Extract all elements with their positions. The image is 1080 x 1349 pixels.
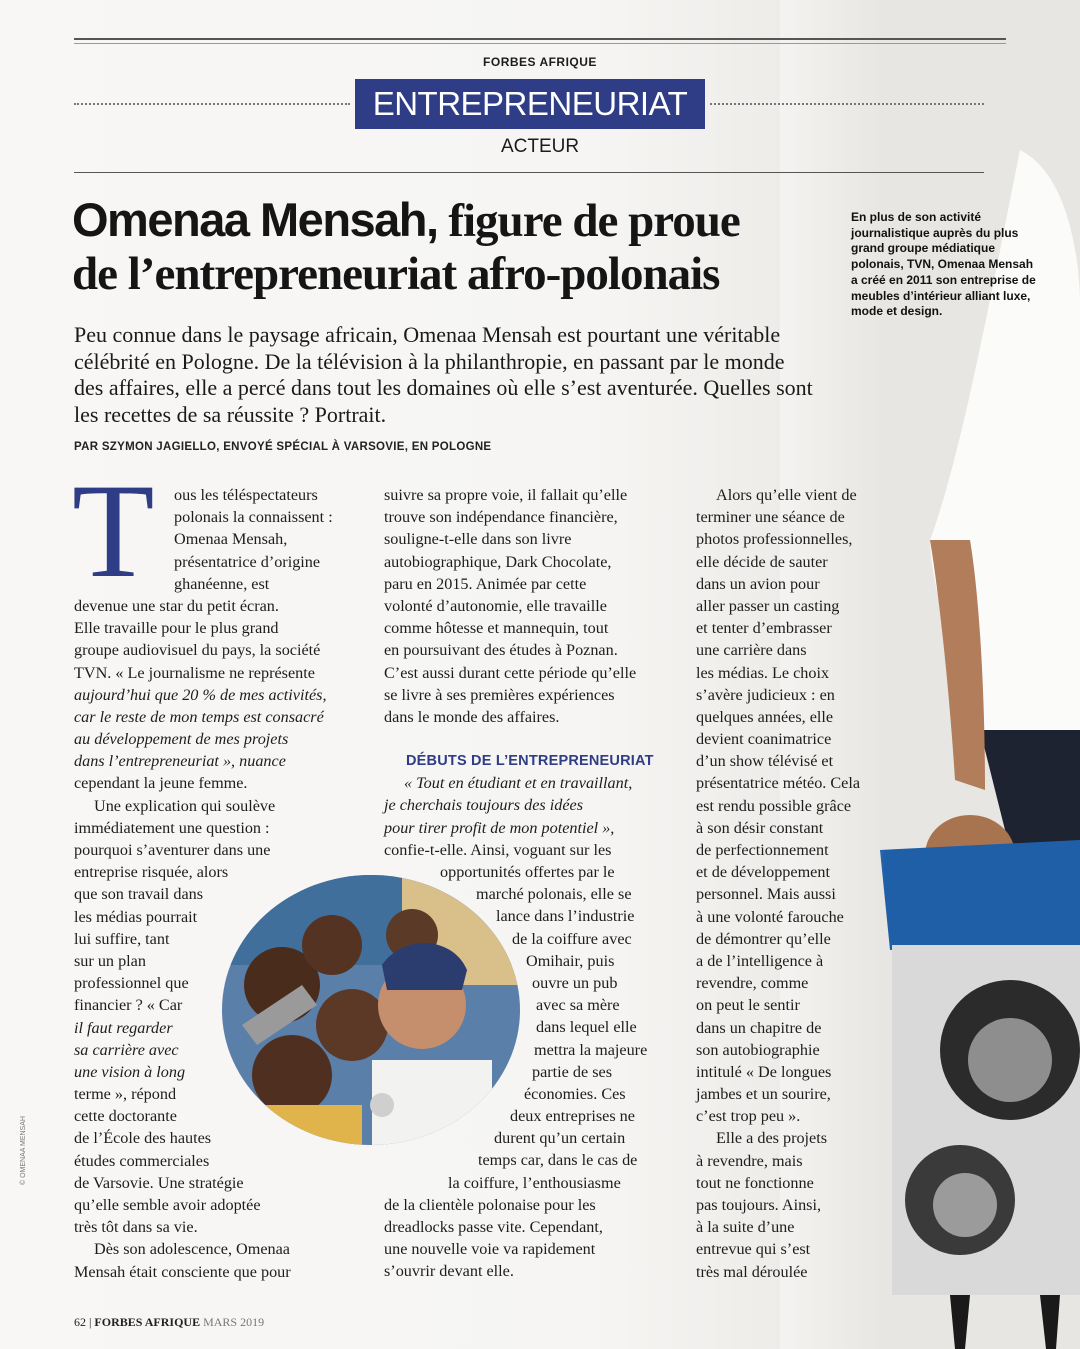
text-line: entrevue qui s’est	[696, 1240, 811, 1259]
text-line: dans un avion pour	[696, 574, 820, 593]
text-line: dreadlocks passe vite. Cependant,	[384, 1218, 603, 1236]
text-line: d’un show télévisé et	[696, 752, 834, 771]
text-line: terminer une séance de	[696, 508, 845, 527]
text-line: groupe audiovisuel du pays, la société	[74, 641, 321, 660]
text-line: Dès son adolescence, Omenaa	[94, 1240, 290, 1259]
text-line: mettra la majeure	[534, 1040, 648, 1059]
text-line: sa carrière avec	[74, 1040, 179, 1059]
text-line: Elle a des projets	[716, 1129, 828, 1148]
text-line: pour tirer profit de mon potentiel »,	[384, 818, 615, 837]
text-line: la coiffure, l’enthousiasme	[448, 1173, 621, 1192]
text-line: est rendu possible grâce	[696, 796, 852, 815]
text-line: présentatrice d’origine	[174, 552, 321, 571]
sidebar-note: En plus de son activité journalistique auprès du plus grand groupe médiatique polonais, TVN, Omenaa Mensah a créé en 2011 son entreprise de meubles d’intérieur alliant luxe, mode et design.	[851, 210, 1036, 319]
text-line: avec sa mère	[536, 996, 620, 1015]
text-line: dans le monde des affaires.	[384, 707, 560, 726]
byline: PAR SZYMON JAGIELLO, ENVOYÉ SPÉCIAL À VARSOVIE, EN POLOGNE	[74, 441, 492, 453]
folio-publication: FORBES AFRIQUE	[94, 1315, 201, 1329]
text-line: de démontrer qu’elle	[696, 929, 831, 948]
text-line: à une volonté farouche	[696, 907, 844, 926]
text-line: car le reste de mon temps est consacré	[74, 707, 324, 726]
text-line: une vision à long	[74, 1062, 186, 1081]
dotted-rule-right	[710, 103, 984, 105]
selfie-photo	[222, 875, 520, 1145]
text-line: dans l’entrepreneuriat », nuance	[74, 752, 286, 771]
deck: Peu connue dans le paysage africain, Omenaa Mensah est pourtant une véritable célébrité en Pologne. De la télévision à la philanthropie, en passant par le monde des affaires, elle a percé dans tout les domaines où elle s’est aventurée. Quelles sont les recettes de sa réussite ? Portrait.	[74, 322, 813, 427]
article-column-3	[696, 484, 896, 1283]
text-line: qu’elle semble avoir adoptée	[74, 1196, 261, 1214]
text-line: de Varsovie. Une stratégie	[74, 1173, 244, 1192]
subhead: DÉBUTS DE L’ENTREPRENEURIAT	[406, 753, 654, 770]
text-line: revendre, comme	[696, 974, 809, 993]
text-line: elle décide de sauter	[696, 552, 828, 571]
text-line: une nouvelle voie va rapidement	[384, 1240, 596, 1259]
text-line: devenue une star du petit écran.	[74, 596, 279, 615]
text-line: terme », répond	[74, 1085, 177, 1104]
text-line: c’est trop peu ».	[696, 1107, 801, 1126]
text-line: pas toujours. Ainsi,	[696, 1196, 822, 1214]
text-line: tout ne fonctionne	[696, 1173, 814, 1192]
text-line: les médias pourrait	[74, 907, 198, 926]
text-line: deux entreprises ne	[510, 1107, 635, 1126]
text-line: très mal déroulée	[696, 1262, 808, 1281]
text-line: marché polonais, elle se	[476, 885, 632, 904]
dropcap: T	[72, 457, 155, 606]
subsection-label: ACTEUR	[500, 136, 580, 157]
text-line: Omihair, puis	[526, 951, 615, 970]
text-line: volonté d’autonomie, elle travaille	[384, 596, 607, 615]
headline-rule	[74, 172, 984, 173]
text-line: temps car, dans le cas de	[478, 1151, 638, 1170]
text-line: présentatrice météo. Cela	[696, 774, 861, 793]
headline-rest: figure de proue	[437, 195, 740, 247]
text-line: comme hôtesse et mannequin, tout	[384, 619, 609, 638]
folio: 62 | FORBES AFRIQUE MARS 2019	[74, 1315, 265, 1329]
top-rule	[74, 38, 1006, 44]
text-line: polonais la connaissent :	[174, 508, 333, 527]
photo-credit: © OMENAA MENSAH	[20, 1116, 27, 1185]
text-line: je cherchais toujours des idées	[384, 796, 584, 815]
text-line: de la coiffure avec	[512, 929, 632, 948]
text-line: très tôt dans sa vie.	[74, 1218, 198, 1237]
text-line: études commerciales	[74, 1151, 210, 1170]
text-line: son autobiographie	[696, 1040, 820, 1059]
text-line: immédiatement une question :	[74, 818, 270, 837]
text-line: sur un plan	[74, 951, 146, 970]
text-line: Mensah était consciente que pour	[74, 1262, 291, 1281]
text-line: quelques années, elle	[696, 707, 834, 726]
text-line: et de développement	[696, 863, 830, 882]
text-line: s’ouvrir devant elle.	[384, 1262, 514, 1281]
headline-name: Omenaa Mensah,	[72, 193, 438, 246]
text-line: à revendre, mais	[696, 1151, 803, 1170]
text-line: C’est aussi durant cette période qu’elle	[384, 663, 637, 682]
text-line: devient coanimatrice	[696, 730, 832, 749]
text-line: Une explication qui soulève	[94, 796, 276, 815]
text-line: trouve son indépendance financière,	[384, 508, 618, 527]
text-line: entreprise risquée, alors	[74, 863, 229, 882]
page-number: 62	[74, 1315, 86, 1329]
text-line: durent qu’un certain	[494, 1129, 626, 1148]
headline-line2: de l’entrepreneuriat afro-polonais	[72, 248, 720, 300]
text-line: personnel. Mais aussi	[696, 885, 836, 904]
text-line: il faut regarder	[74, 1018, 173, 1037]
text-line: financier ? « Car	[74, 996, 183, 1015]
text-line: pourquoi s’aventurer dans une	[74, 841, 271, 859]
text-line: ghanéenne, est	[174, 574, 270, 593]
text-line: Omenaa Mensah,	[174, 530, 288, 549]
folio-issue: MARS 2019	[203, 1315, 265, 1329]
text-line: ous les téléspectateurs	[174, 486, 318, 504]
text-line: et tenter d’embrasser	[696, 619, 832, 638]
text-line: à son désir constant	[696, 818, 824, 837]
text-line: dans lequel elle	[536, 1018, 637, 1037]
text-line: ouvre un pub	[532, 973, 618, 992]
text-line: aujourd’hui que 20 % de mes activités,	[74, 685, 327, 704]
text-line: s’avère judicieux : en	[696, 685, 835, 704]
text-line: a de l’intelligence à	[696, 951, 824, 970]
text-line: au développement de mes projets	[74, 730, 289, 749]
text-line: partie de ses	[532, 1062, 613, 1081]
text-line: lance dans l’industrie	[496, 907, 635, 926]
text-line: « Tout en étudiant et en travaillant,	[404, 774, 633, 793]
text-line: autobiographique, Dark Chocolate,	[384, 552, 612, 571]
text-line: paru en 2015. Animée par cette	[384, 574, 587, 593]
text-line: cette doctorante	[74, 1107, 177, 1126]
headline	[72, 193, 842, 301]
text-line: suivre sa propre voie, il fallait qu’elle	[384, 486, 628, 504]
text-line: économies. Ces	[524, 1084, 626, 1103]
article-column-2	[384, 484, 674, 1283]
text-line: TVN. « Le journalisme ne représente	[74, 663, 315, 682]
text-line: une carrière dans	[696, 641, 807, 660]
text-line: on peut le sentir	[696, 996, 800, 1015]
text-line: Elle travaille pour le plus grand	[74, 619, 279, 638]
section-label: ENTREPRENEURIAT	[355, 79, 705, 129]
spacer	[384, 728, 674, 750]
text-line: jambes et un sourire,	[696, 1085, 831, 1104]
text-line: dans un chapitre de	[696, 1018, 822, 1037]
text-line: lui suffire, tant	[74, 929, 170, 948]
text-line: de l’École des hautes	[74, 1129, 212, 1148]
text-line: opportunités offertes par le	[440, 863, 615, 881]
text-line: souligne-t-elle dans son livre	[384, 530, 572, 549]
text-line: Alors qu’elle vient de	[716, 486, 857, 504]
text-line: aller passer un casting	[696, 596, 840, 615]
text-line: confie-t-elle. Ainsi, voguant sur les	[384, 840, 612, 859]
text-line: à la suite d’une	[696, 1218, 795, 1237]
publication-kicker: FORBES AFRIQUE	[483, 55, 597, 69]
text-line: intitulé « De longues	[696, 1062, 832, 1081]
text-line: que son travail dans	[74, 885, 204, 904]
text-line: les médias. Le choix	[696, 663, 830, 682]
dotted-rule-left	[74, 103, 350, 105]
text-line: de perfectionnement	[696, 841, 829, 859]
text-line: en poursuivant des études à Poznan.	[384, 641, 618, 660]
text-line: se livre à ses premières expériences	[384, 685, 615, 704]
text-line: cependant la jeune femme.	[74, 774, 248, 793]
text-line: de la clientèle polonaise pour les	[384, 1195, 596, 1214]
text-line: professionnel que	[74, 974, 189, 993]
text-line: photos professionnelles,	[696, 530, 853, 549]
